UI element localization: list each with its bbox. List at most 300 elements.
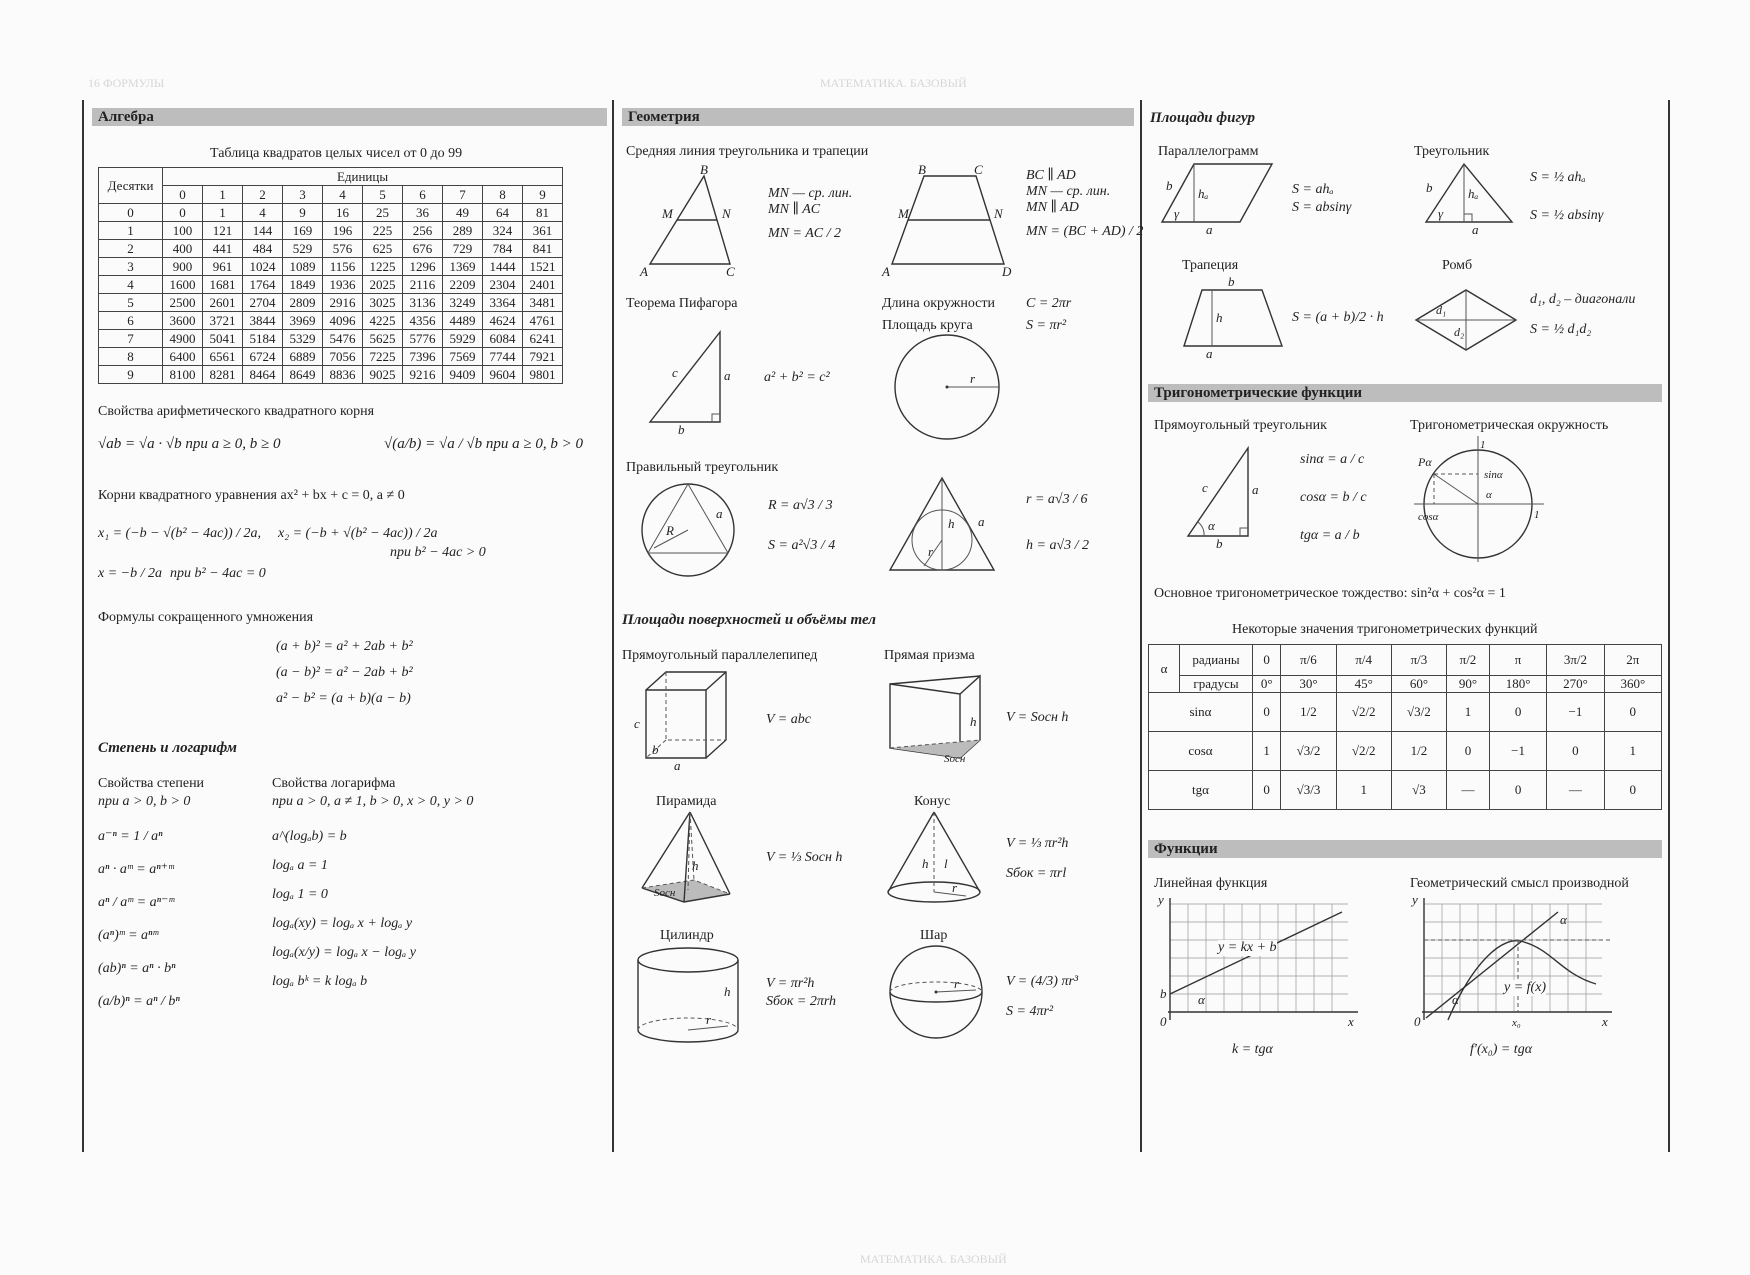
tens-cell: 4 (99, 276, 163, 294)
sqrt-title: Свойства арифметического квадратного корня (98, 404, 375, 419)
ghost-text: 16 ФОРМУЛЫ (88, 76, 165, 90)
trig-value-cell: — (1447, 771, 1490, 810)
svg-text:r: r (928, 544, 934, 559)
units-cell: 9 (523, 186, 563, 204)
midline-triangle-figure (640, 162, 750, 279)
square-cell: 7056 (323, 348, 363, 366)
square-cell: 3249 (443, 294, 483, 312)
trig-value-cell: 0 (1489, 771, 1546, 810)
svg-text:x: x (1602, 1014, 1608, 1029)
ghost-text: МАТЕМАТИКА. БАЗОВЫЙ (820, 76, 967, 90)
svg-text:C: C (726, 264, 735, 279)
tens-cell: 9 (99, 366, 163, 384)
square-cell: 3844 (243, 312, 283, 330)
rhombus-title: Ромб (1442, 258, 1473, 273)
midline-trap-formula: MN ∥ AD (1026, 200, 1079, 215)
svg-text:b: b (1160, 986, 1167, 1001)
trig-deg-cell: 360° (1604, 676, 1661, 693)
trig-deg-cell: 180° (1489, 676, 1546, 693)
square-cell: 1600 (163, 276, 203, 294)
trig-fn-label: tgα (1149, 771, 1253, 810)
square-cell: 121 (203, 222, 243, 240)
square-cell: 9216 (403, 366, 443, 384)
svg-text:A: A (640, 264, 648, 279)
square-cell: 2025 (363, 276, 403, 294)
log-title: Свойства логарифма (272, 776, 396, 791)
trig-deg-cell: 90° (1447, 676, 1490, 693)
square-cell: 2601 (203, 294, 243, 312)
sqrt-formula-2: √(a/b) = √a / √b при a ≥ 0, b > 0 (384, 436, 583, 452)
units-cell: 7 (443, 186, 483, 204)
trig-deg-cell: 270° (1547, 676, 1604, 693)
square-cell: 4761 (523, 312, 563, 330)
svg-text:d₂: d₂ (1454, 325, 1465, 339)
svg-text:r: r (952, 880, 958, 895)
trig-deg-cell: 0° (1253, 676, 1281, 693)
pow-formula: (a/b)ⁿ = aⁿ / bⁿ (98, 994, 180, 1009)
square-cell: 784 (483, 240, 523, 258)
trig-header: Тригонометрические функции (1148, 384, 1662, 402)
trig-rad-cell: π/2 (1447, 645, 1490, 676)
square-cell: 9025 (363, 366, 403, 384)
square-cell: 6561 (203, 348, 243, 366)
table-row (99, 204, 563, 222)
square-cell: 3136 (403, 294, 443, 312)
pow-formula: (aⁿ)ᵐ = aⁿᵐ (98, 928, 159, 943)
table-row (99, 366, 563, 384)
linear-k: k = tgα (1232, 1042, 1273, 1057)
svg-text:a: a (978, 514, 985, 529)
units-header: Единицы (163, 168, 563, 186)
pow-cond: при a > 0, b > 0 (98, 794, 191, 809)
units-cell: 1 (203, 186, 243, 204)
svg-text:Sосн: Sосн (654, 887, 676, 899)
trapezoid-area-formula: S = (a + b)/2 · h (1292, 310, 1384, 325)
units-cell: 0 (163, 186, 203, 204)
square-cell: 3025 (363, 294, 403, 312)
square-cell: 5041 (203, 330, 243, 348)
svg-text:b: b (1166, 178, 1173, 193)
trig-rad-cell: π/3 (1391, 645, 1446, 676)
svg-text:y: y (1412, 892, 1418, 907)
square-cell: 4225 (363, 312, 403, 330)
triangle-area-formula-2: S = ½ absinγ (1530, 208, 1604, 223)
parallelogram-title: Параллелограмм (1158, 144, 1259, 159)
pow-formula: aⁿ · aᵐ = aⁿ⁺ᵐ (98, 862, 174, 877)
square-cell: 841 (523, 240, 563, 258)
square-cell: 225 (363, 222, 403, 240)
derivative-formula: f′(x₀) = tgα (1470, 1042, 1533, 1057)
square-cell: 196 (323, 222, 363, 240)
prism-figure (888, 670, 988, 765)
triangle-area-title: Треугольник (1414, 144, 1490, 159)
square-cell: 1225 (363, 258, 403, 276)
square-cell: 400 (163, 240, 203, 258)
mult-title: Формулы сокращенного умножения (98, 610, 314, 625)
svg-text:a: a (1206, 222, 1213, 237)
svg-text:α: α (1452, 992, 1459, 1007)
square-cell: 2401 (523, 276, 563, 294)
square-cell: 8464 (243, 366, 283, 384)
trig-alpha-label: α (1149, 645, 1180, 693)
square-cell: 3364 (483, 294, 523, 312)
units-cell: 8 (483, 186, 523, 204)
trig-circle-title: Тригонометрическая окружность (1410, 418, 1609, 433)
square-cell: 4 (243, 204, 283, 222)
tens-cell: 0 (99, 204, 163, 222)
rhombus-figure (1414, 288, 1524, 358)
table-row (99, 276, 563, 294)
midline-tri-formula: MN = AC / 2 (768, 226, 841, 241)
circle-area-title: Площадь круга (882, 318, 973, 333)
square-cell: 361 (523, 222, 563, 240)
ball-title: Шар (920, 928, 948, 943)
square-cell: 16 (323, 204, 363, 222)
square-cell: 576 (323, 240, 363, 258)
svg-text:h: h (948, 516, 955, 531)
pyramid-formula: V = ⅓ Sосн h (766, 850, 843, 865)
areas-header: Площади фигур (1150, 110, 1255, 126)
ball-formula-2: S = 4πr² (1006, 1004, 1054, 1019)
regtri-S: S = a²√3 / 4 (768, 538, 836, 553)
square-cell: 3481 (523, 294, 563, 312)
column-rule (1140, 100, 1142, 1152)
square-cell: 529 (283, 240, 323, 258)
regtri-r: r = a√3 / 6 (1026, 492, 1088, 507)
svg-text:1: 1 (1480, 439, 1486, 451)
cos-formula: cosα = b / c (1300, 490, 1367, 505)
column-rule (82, 100, 84, 1152)
svg-text:M: M (898, 206, 909, 221)
trig-value-cell: 0 (1604, 771, 1661, 810)
algebra-column (92, 108, 607, 126)
squares-table-title: Таблица квадратов целых чисел от 0 до 99 (210, 146, 463, 161)
derivative-chart (1412, 892, 1612, 1029)
column-rule (612, 100, 614, 1152)
tens-cell: 7 (99, 330, 163, 348)
mult-formula: (a − b)² = a² − 2ab + b² (276, 665, 413, 680)
svg-text:γ: γ (1438, 206, 1444, 221)
svg-text:c: c (672, 365, 678, 380)
svg-text:h: h (1216, 310, 1223, 325)
svg-text:A: A (882, 264, 890, 279)
square-cell: 441 (203, 240, 243, 258)
log-cond: при a > 0, a ≠ 1, b > 0, x > 0, y > 0 (272, 794, 474, 809)
square-cell: 484 (243, 240, 283, 258)
trapezoid-area-figure (1182, 274, 1292, 361)
trig-value-cell: √3/2 (1281, 732, 1336, 771)
svg-text:b: b (1228, 274, 1235, 289)
square-cell: 2500 (163, 294, 203, 312)
cylinder-title: Цилиндр (660, 928, 714, 943)
cylinder-formula-1: V = πr²h (766, 976, 815, 991)
trig-value-cell: 1/2 (1391, 732, 1446, 771)
square-cell: 8649 (283, 366, 323, 384)
trig-circle-figure (1414, 436, 1544, 562)
square-cell: 8281 (203, 366, 243, 384)
svg-text:a: a (1206, 346, 1213, 361)
square-cell: 144 (243, 222, 283, 240)
square-cell: 729 (443, 240, 483, 258)
svg-text:a: a (1472, 222, 1479, 237)
square-cell: 7396 (403, 348, 443, 366)
trig-value-cell: 1 (1253, 732, 1281, 771)
svg-text:b: b (1216, 536, 1223, 551)
box-title: Прямоугольный параллелепипед (622, 648, 818, 663)
trig-row-tg (1149, 771, 1662, 810)
trig-identity: Основное тригонометрическое тождество: sin²α + cos²α = 1 (1154, 586, 1506, 601)
trig-value-cell: 0 (1604, 693, 1661, 732)
svg-text:a: a (674, 758, 681, 773)
trig-value-cell: √3/3 (1281, 771, 1336, 810)
square-cell: 81 (523, 204, 563, 222)
square-cell: 7921 (523, 348, 563, 366)
svg-text:r: r (706, 1012, 712, 1027)
square-cell: 324 (483, 222, 523, 240)
trig-value-cell: −1 (1489, 732, 1546, 771)
svg-text:hₐ: hₐ (1198, 186, 1209, 201)
ghost-text: МАТЕМАТИКА. БАЗОВЫЙ (860, 1252, 1007, 1266)
table-row (99, 330, 563, 348)
square-cell: 9 (283, 204, 323, 222)
square-cell: 25 (363, 204, 403, 222)
linear-equation: y = kx + b (1218, 940, 1277, 955)
tens-cell: 8 (99, 348, 163, 366)
square-cell: 7569 (443, 348, 483, 366)
ball-formula-1: V = (4/3) πr³ (1006, 974, 1079, 989)
square-cell: 1296 (403, 258, 443, 276)
tens-cell: 5 (99, 294, 163, 312)
square-cell: 7744 (483, 348, 523, 366)
square-cell: 5476 (323, 330, 363, 348)
pow-formulas (98, 820, 180, 1018)
square-cell: 4624 (483, 312, 523, 330)
tens-cell: 3 (99, 258, 163, 276)
square-cell: 5184 (243, 330, 283, 348)
cone-formula-2: Sбок = πrl (1006, 866, 1067, 881)
trig-value-cell: √2/2 (1336, 693, 1391, 732)
svg-text:cosα: cosα (1418, 511, 1439, 523)
square-cell: 4096 (323, 312, 363, 330)
svg-text:B: B (700, 162, 708, 177)
mult-formula: (a + b)² = a² + 2ab + b² (276, 639, 413, 654)
regular-triangle-title: Правильный треугольник (626, 460, 779, 475)
table-row (99, 312, 563, 330)
square-cell: 256 (403, 222, 443, 240)
trig-fn-label: sinα (1149, 693, 1253, 732)
pow-formula: a⁻ⁿ = 1 / aⁿ (98, 829, 163, 844)
pythagoras-title: Теорема Пифагора (626, 296, 738, 311)
trig-value-cell: 0 (1489, 693, 1546, 732)
right-triangle-title: Прямоугольный треугольник (1154, 418, 1327, 433)
tens-cell: 1 (99, 222, 163, 240)
svg-text:b: b (1426, 180, 1433, 195)
tg-formula: tgα = a / b (1300, 528, 1360, 543)
trig-value-cell: √3/2 (1391, 693, 1446, 732)
trig-rad-cell: π/4 (1336, 645, 1391, 676)
right-triangle-figure (1186, 446, 1276, 551)
svg-text:α: α (1208, 518, 1215, 533)
midline-trap-formula: MN — ср. лин. (1026, 184, 1111, 199)
pyramid-figure (640, 810, 740, 905)
midline-trapezoid-figure (882, 162, 1018, 279)
log-formula: logₐ a = 1 (272, 858, 328, 873)
trig-value-cell: — (1547, 771, 1604, 810)
trig-value-cell: 0 (1253, 771, 1281, 810)
table-row (99, 294, 563, 312)
square-cell: 1849 (283, 276, 323, 294)
trig-rad-label: радианы (1180, 645, 1253, 676)
square-cell: 2809 (283, 294, 323, 312)
trig-values-table (1148, 644, 1662, 810)
regtri-R: R = a√3 / 3 (768, 498, 833, 513)
svg-text:x: x (1348, 1014, 1354, 1029)
quadratic-title: Корни квадратного уравнения ax² + bx + c = 0, a ≠ 0 (98, 488, 405, 503)
square-cell: 0 (163, 204, 203, 222)
svg-text:R: R (666, 523, 674, 538)
svg-text:r: r (954, 976, 960, 991)
trig-rad-cell: 2π (1604, 645, 1661, 676)
square-cell: 3721 (203, 312, 243, 330)
quadratic-x: x = −b / 2a (98, 566, 162, 581)
pythagoras-formula: a² + b² = c² (764, 370, 830, 385)
square-cell: 2916 (323, 294, 363, 312)
rhombus-formula-2: S = ½ d₁d₂ (1530, 322, 1592, 337)
svg-text:y: y (1158, 892, 1164, 907)
svg-text:h: h (692, 858, 699, 873)
trig-rad-cell: π (1489, 645, 1546, 676)
square-cell: 3969 (283, 312, 323, 330)
cylinder-formula-2: Sбок = 2πrh (766, 994, 837, 1009)
quadratic-x2: x₂ = (−b + √(b² − 4ac)) / 2a (278, 526, 438, 541)
parallelogram-formula-1: S = ahₐ (1292, 182, 1334, 197)
trig-deg-cell: 60° (1391, 676, 1446, 693)
svg-text:h: h (922, 856, 929, 871)
regular-triangle-inscribed-figure (890, 478, 1000, 578)
table-row (99, 258, 563, 276)
square-cell: 900 (163, 258, 203, 276)
svg-text:sinα: sinα (1484, 469, 1503, 481)
sqrt-formula-1: √ab = √a · √b при a ≥ 0, b ≥ 0 (98, 436, 281, 452)
square-cell: 1 (203, 204, 243, 222)
trig-row-sin (1149, 693, 1662, 732)
parallelogram-formula-2: S = absinγ (1292, 200, 1352, 215)
square-cell: 1936 (323, 276, 363, 294)
trapezoid-area-title: Трапеция (1182, 258, 1239, 273)
squares-table (98, 167, 563, 384)
circle-length-title: Длина окружности (882, 296, 996, 311)
mult-formula: a² − b² = (a + b)(a − b) (276, 691, 411, 706)
square-cell: 4900 (163, 330, 203, 348)
table-row (99, 348, 563, 366)
midline-title: Средняя линия треугольника и трапеции (626, 144, 869, 159)
functions-header: Функции (1148, 840, 1662, 858)
cone-title: Конус (914, 794, 951, 809)
square-cell: 289 (443, 222, 483, 240)
square-cell: 6889 (283, 348, 323, 366)
square-cell: 8836 (323, 366, 363, 384)
square-cell: 36 (403, 204, 443, 222)
trig-value-cell: 1 (1447, 693, 1490, 732)
units-cell: 4 (323, 186, 363, 204)
trig-value-cell: 1 (1336, 771, 1391, 810)
square-cell: 9801 (523, 366, 563, 384)
trig-value-cell: 1/2 (1281, 693, 1336, 732)
table-row (99, 222, 563, 240)
trig-value-cell: −1 (1547, 693, 1604, 732)
derivative-title: Геометрический смысл производной (1410, 876, 1629, 891)
parallelogram-figure (1160, 162, 1280, 237)
circle-area-formula: S = πr² (1026, 318, 1067, 333)
svg-text:D: D (1002, 264, 1012, 279)
midline-trap-formulas (1026, 168, 1143, 240)
svg-text:0: 0 (1160, 1014, 1167, 1029)
square-cell: 1024 (243, 258, 283, 276)
quadratic-cond-1: при b² − 4ac > 0 (390, 545, 486, 560)
svg-text:N: N (994, 206, 1003, 221)
svg-text:γ: γ (1174, 206, 1180, 221)
svg-text:c: c (1202, 480, 1208, 495)
trig-rad-cell: 0 (1253, 645, 1281, 676)
trig-rad-cell: π/6 (1281, 645, 1336, 676)
svg-text:h: h (724, 984, 731, 999)
square-cell: 2304 (483, 276, 523, 294)
linear-function-title: Линейная функция (1154, 876, 1268, 891)
rhombus-formula-1: d₁, d₂ – диагонали (1530, 292, 1636, 307)
svg-text:α: α (1560, 912, 1567, 927)
trig-value-cell: 1 (1604, 732, 1661, 771)
square-cell: 6241 (523, 330, 563, 348)
svg-text:a: a (716, 506, 723, 521)
regtri-h: h = a√3 / 2 (1026, 538, 1090, 553)
svg-text:0: 0 (1414, 1014, 1421, 1029)
square-cell: 9604 (483, 366, 523, 384)
log-formula: logₐ(x/y) = logₐ x − logₐ y (272, 945, 416, 960)
pow-formula: aⁿ / aᵐ = aⁿ⁻ᵐ (98, 895, 175, 910)
square-cell: 5625 (363, 330, 403, 348)
trig-table-title: Некоторые значения тригонометрических функций (1232, 622, 1538, 637)
svg-text:B: B (918, 162, 926, 177)
square-cell: 4356 (403, 312, 443, 330)
square-cell: 169 (283, 222, 323, 240)
trig-value-cell: √2/2 (1336, 732, 1391, 771)
square-cell: 1444 (483, 258, 523, 276)
units-cell: 6 (403, 186, 443, 204)
svg-text:a: a (1252, 482, 1259, 497)
square-cell: 3600 (163, 312, 203, 330)
triangle-area-formula-1: S = ½ ahₐ (1530, 170, 1586, 185)
svg-text:l: l (944, 856, 948, 871)
square-cell: 1089 (283, 258, 323, 276)
solids-header: Площади поверхностей и объёмы тел (622, 612, 876, 628)
quadratic-x1: x₁ = (−b − √(b² − 4ac)) / 2a, (98, 526, 262, 541)
cone-formula-1: V = ⅓ πr²h (1006, 836, 1069, 851)
linear-function-chart (1158, 892, 1358, 1029)
svg-text:d₁: d₁ (1436, 303, 1447, 317)
svg-text:Pα: Pα (1418, 455, 1432, 469)
circle-length-formula: C = 2πr (1026, 296, 1072, 311)
pyramid-title: Пирамида (656, 794, 717, 809)
svg-text:α: α (1486, 489, 1492, 501)
square-cell: 6724 (243, 348, 283, 366)
midline-trap-formula: BC ∥ AD (1026, 168, 1076, 183)
log-formulas (272, 822, 416, 996)
square-cell: 625 (363, 240, 403, 258)
square-cell: 4489 (443, 312, 483, 330)
square-cell: 49 (443, 204, 483, 222)
midline-tri-formula: MN ∥ AC (768, 202, 821, 217)
square-cell: 1156 (323, 258, 363, 276)
